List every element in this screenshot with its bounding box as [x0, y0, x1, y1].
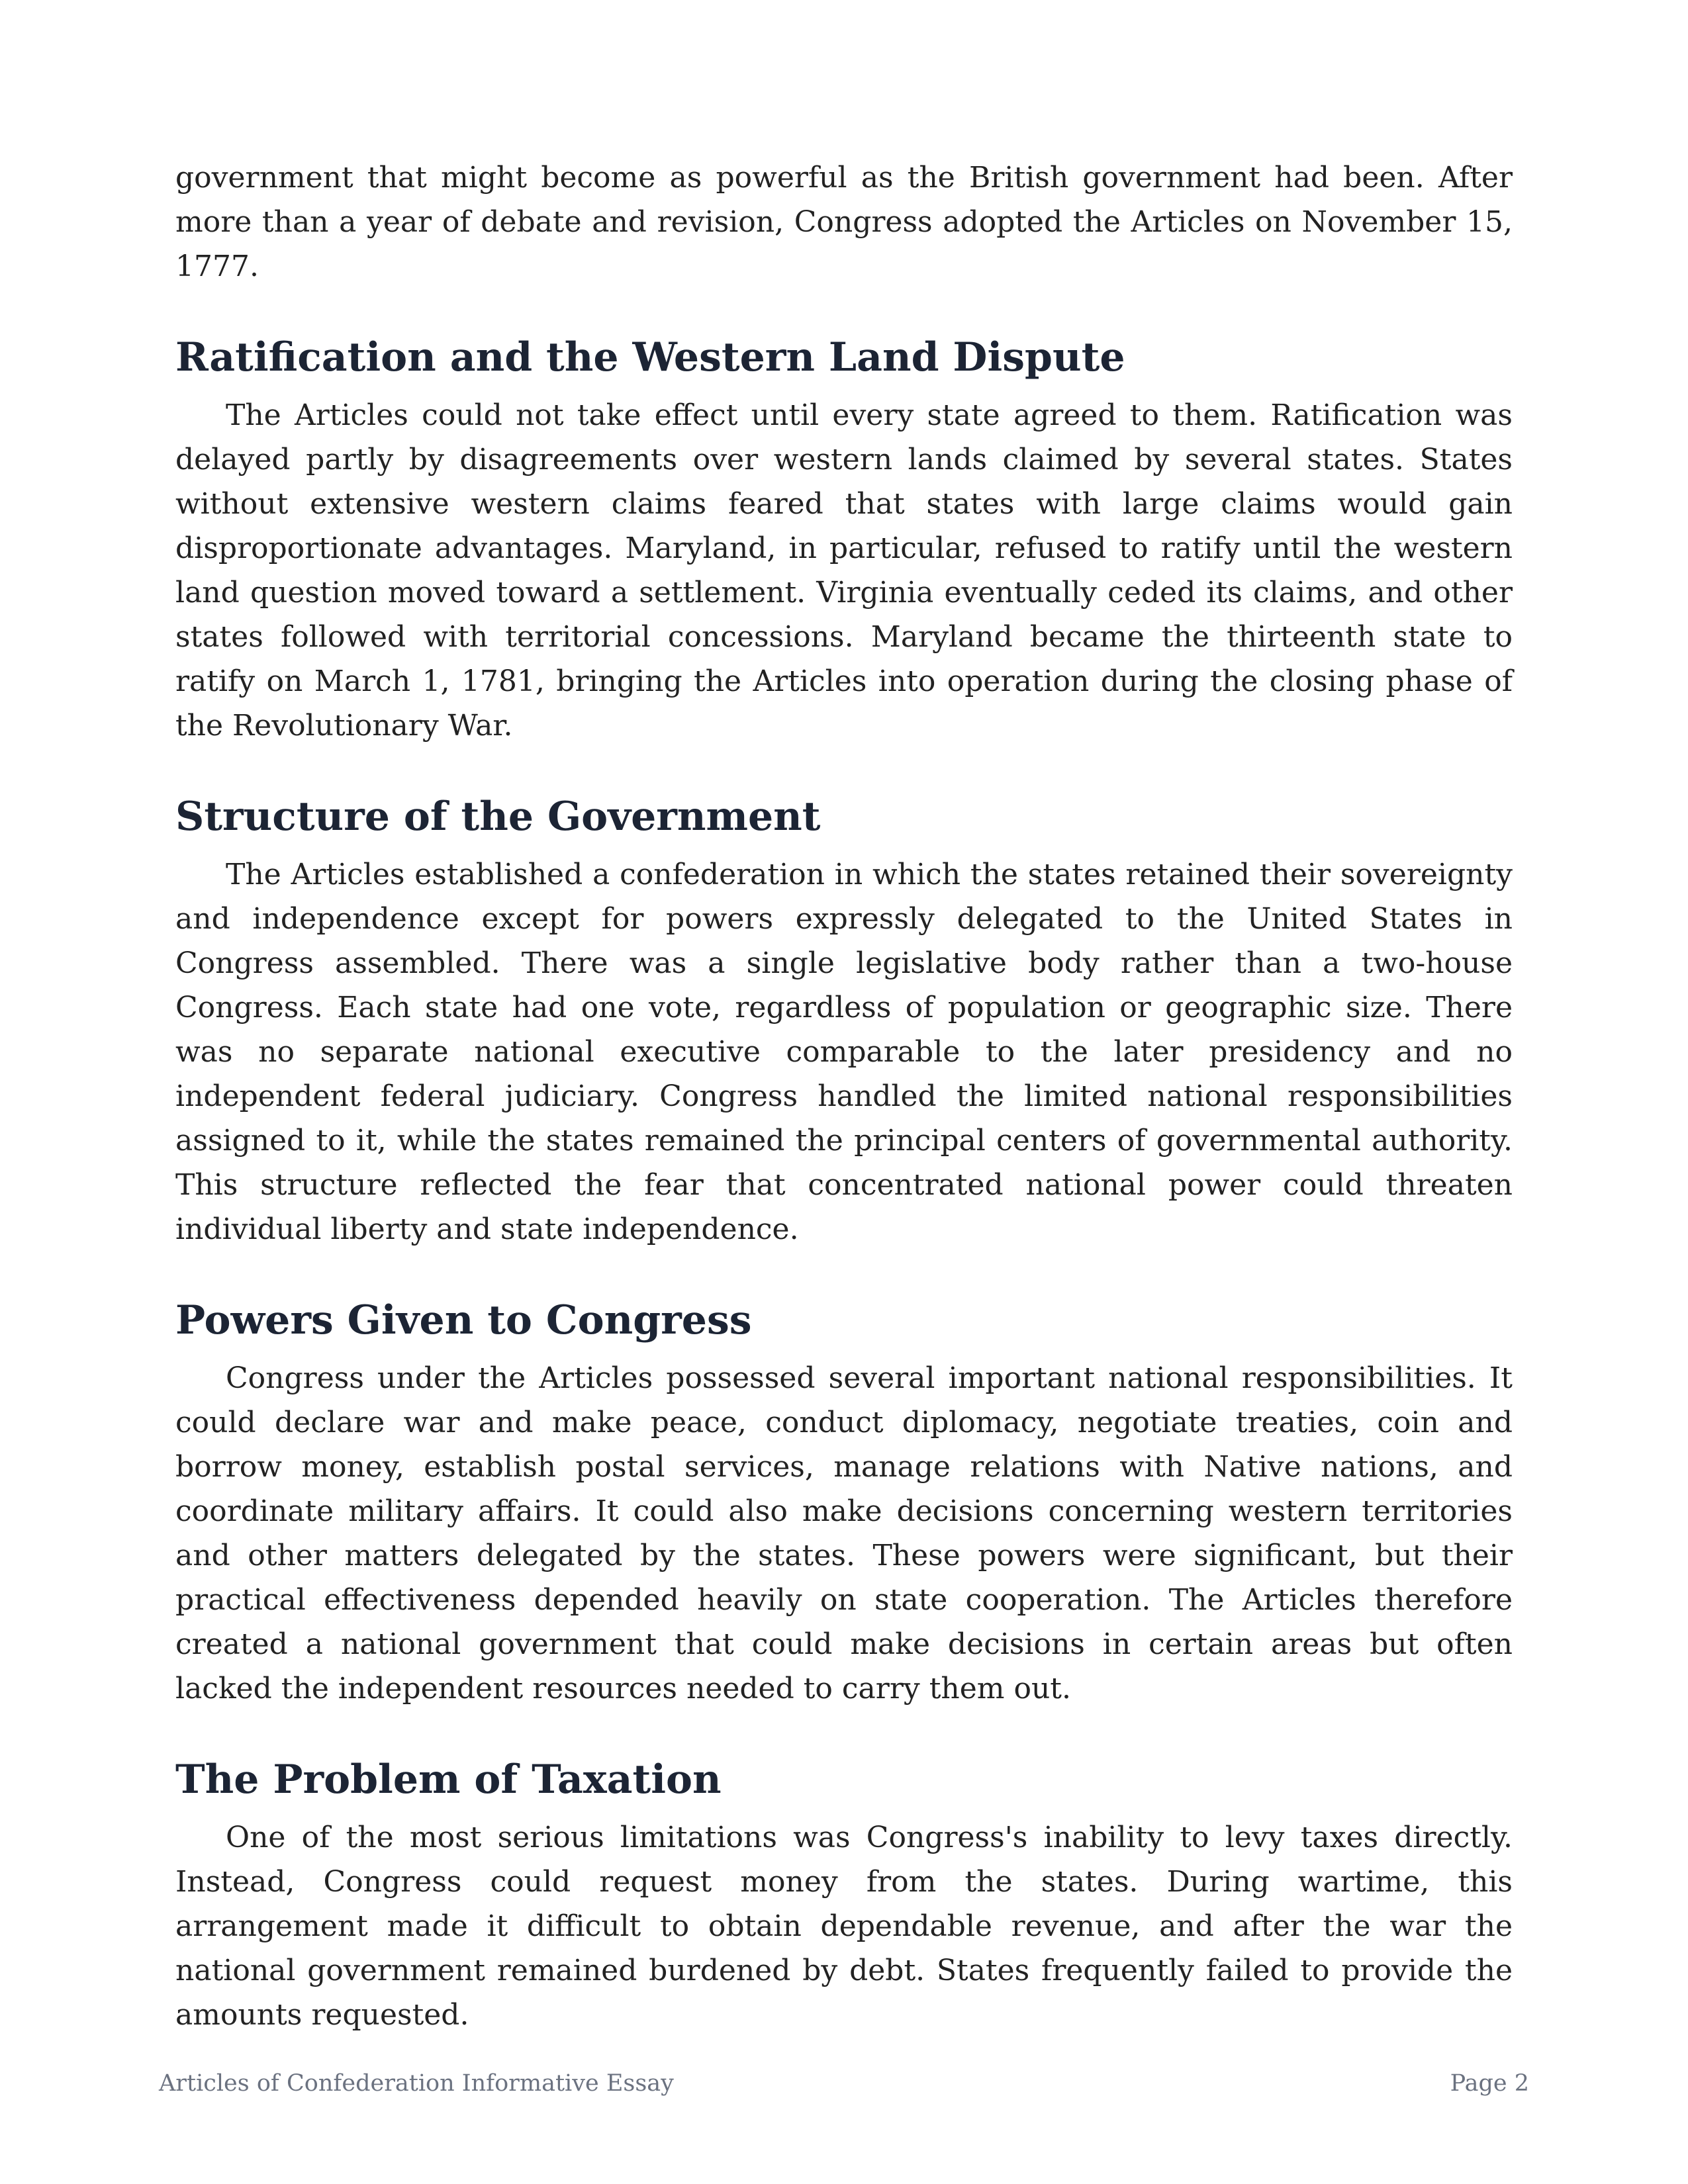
intro-paragraph: government that might become as powerful as the British government had been. After more than a year of debate and revision, Congress adopted the Articles on November 15, 1777. — [175, 161, 1513, 283]
section-heading-powers: Powers Given to Congress — [175, 1297, 752, 1343]
section-heading-ratification: Ratification and the Western Land Dispute — [175, 334, 1125, 381]
section-paragraph-powers: Congress under the Articles possessed several important national responsibilities. It could declare war and make peace, conduct diplomacy, negotiate treaties, coin and borrow money, establish postal services, manage relations with Native nations, and coordinate military affairs. It could also make decisions concerning western territories and other matters delegated by the states. These powers were significant, but their practical effectiveness depended heavily on state cooperation. The Articles therefore created a national government that could make decisions in certain areas but often lacked the independent resources needed to carry them out. — [175, 1361, 1513, 1706]
section-heading-taxation: The Problem of Taxation — [175, 1756, 722, 1803]
footer-page-number: Page 2 — [1450, 2070, 1529, 2097]
section-heading-structure: Structure of the Government — [175, 794, 821, 840]
section-paragraph-taxation: One of the most serious limitations was Congress's inability to levy taxes directly. Instead, Congress could request money from the states. During wartime, this arrangement made it difficult to obtain dependable revenue, and after the war the national government remained burdened by debt. States frequently failed to provide the amounts requested. — [175, 1821, 1513, 2032]
footer-document-title: Articles of Confederation Informative Essay — [159, 2070, 674, 2097]
section-paragraph-structure: The Articles established a confederation in which the states retained their sovereignty and independence except for powers expressly delegated to the United States in Congress assembled. There was a single legislative body rather than a two-house Congress. Each state had one vote, regardless of population or geographic size. There was no separate national executive comparable to the later presidency and no independent federal judiciary. Congress handled the limited national responsibilities assigned to it, while the states remained the principal centers of governmental authority. This structure reflected the fear that concentrated national power could threaten individual liberty and state independence. — [175, 858, 1513, 1246]
section-paragraph-ratification: The Articles could not take effect until every state agreed to them. Ratification was delayed partly by disagreements over western lands claimed by several states. States without extensive western claims feared that states with large claims would gain disproportionate advantages. Maryland, in particular, refused to ratify until the western land question moved toward a settlement. Virginia eventually ceded its claims, and other states followed with territorial concessions. Maryland became the thirteenth state to ratify on March 1, 1781, bringing the Articles into operation during the closing phase of the Revolutionary War. — [175, 398, 1513, 743]
page-content — [175, 156, 1513, 2037]
